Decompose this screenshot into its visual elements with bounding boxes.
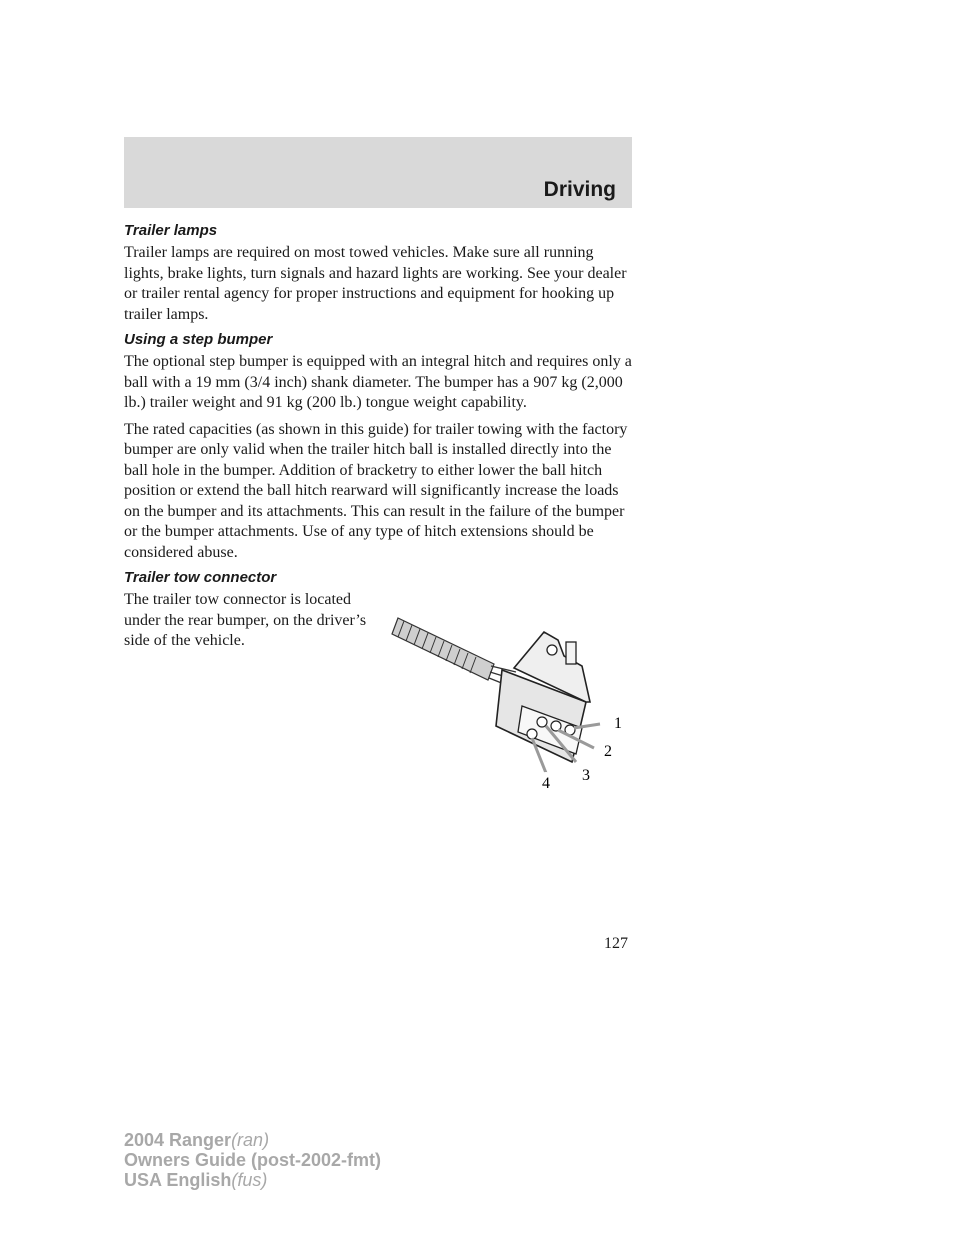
page-number: 127	[604, 935, 628, 952]
tow-connector-section	[124, 590, 636, 790]
callout-2: 2	[604, 743, 612, 760]
callout-3: 3	[582, 767, 590, 784]
paragraph-trailer-lamps: Trailer lamps are required on most towed vehicles. Make sure all running lights, brake lights, turn signals and hazard lights are working. See your dealer or trailer rental agency for proper instructions and equipment for hooking up trailer lamps.	[124, 244, 627, 323]
footer-language-code: (fus)	[231, 1170, 268, 1190]
page-content	[124, 222, 636, 790]
trailer-connector-illustration	[386, 610, 626, 788]
footer-guide: Owners Guide (post-2002-fmt)	[124, 1150, 382, 1170]
section-title: Driving	[543, 178, 616, 201]
footer-model-code: (ran)	[231, 1130, 270, 1150]
callout-4: 4	[542, 775, 550, 788]
callout-1: 1	[614, 715, 622, 732]
document-footer	[124, 1130, 381, 1190]
paragraph-step-bumper-1: The optional step bumper is equipped with an integral hitch and requires only a ball with a 19 mm (3/4 inch) shank diameter. The bumper has a 907 kg (2,000 lb.) trailer weight and 91 kg (200 lb.) tongue weight capability.	[124, 353, 632, 411]
footer-language: USA English	[124, 1170, 232, 1190]
heading-trailer-lamps: Trailer lamps	[124, 222, 218, 239]
wire-harness	[392, 618, 516, 688]
heading-step-bumper: Using a step bumper	[124, 331, 273, 348]
section-header-band	[124, 137, 632, 208]
paragraph-step-bumper-2: The rated capacities (as shown in this guide) for trailer towing with the factory bumper are only valid when the trailer hitch ball is installed directly into the ball hole in the bumper. Addition of bracketry to either lower the ball hitch position or extend the ball hitch rearward will significantly increase the loads on the bumper and its attachments. This can result in the failure of the bumper or the bumper attachments. Use of any type of hitch extensions should be considered abuse.	[124, 420, 628, 561]
paragraph-tow-connector: The trailer tow connector is located under the rear bumper, on the driver’s side of the vehicle.	[124, 591, 367, 649]
connector-body	[496, 632, 590, 762]
footer-model: 2004 Ranger	[124, 1130, 232, 1150]
heading-tow-connector: Trailer tow connector	[124, 569, 277, 586]
